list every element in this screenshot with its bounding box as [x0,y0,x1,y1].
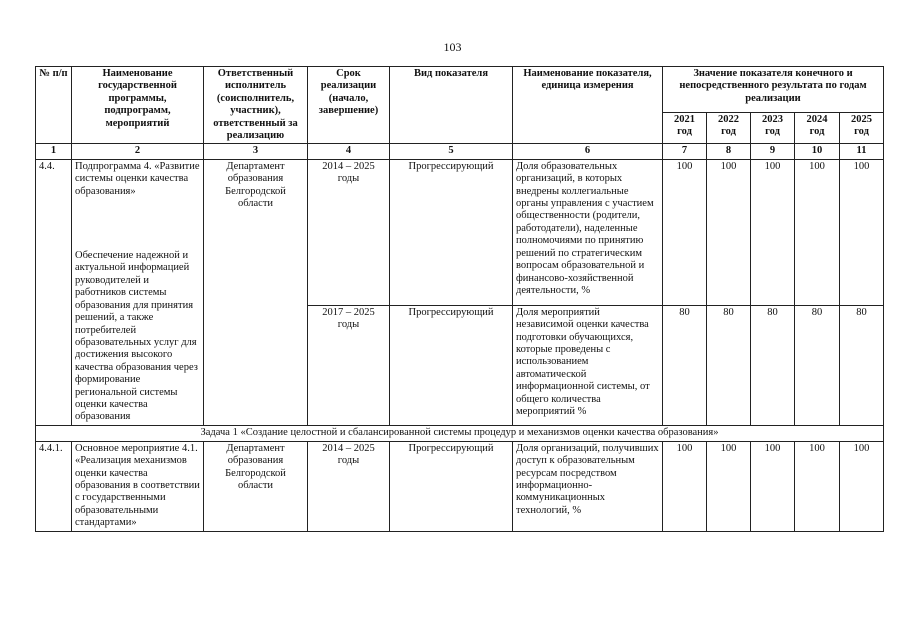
header-values-group: Значение показателя конечного и непосредственного результата по годам реализации [663,67,884,113]
indicator-type: Прогрессирующий [390,305,513,425]
row-number: 4.4.1. [36,441,72,531]
column-number: 9 [751,144,795,159]
page-number: 103 [443,40,462,54]
value-cell: 80 [795,305,840,425]
indicator-name: Доля организаций, получивших доступ к образовательным ресурсам посредством информационно-коммуникационных технологий, % [513,441,663,531]
value-cell: 100 [663,441,707,531]
subprogram-title: Подпрограмма 4. «Развитие системы оценки качества образования» [75,160,200,197]
header-year: 2025 год [840,112,884,144]
value-cell: 80 [840,305,884,425]
header-indicator-type: Вид показателя [390,67,513,144]
value-cell: 100 [707,441,751,531]
column-number: 7 [663,144,707,159]
value-cell: 100 [795,159,840,305]
term: 2014 – 2025 годы [308,441,390,531]
column-number: 10 [795,144,840,159]
term: 2014 – 2025 годы [308,159,390,305]
column-number: 8 [707,144,751,159]
task-title: Задача 1 «Создание целостной и сбалансированной системы процедур и механизмов оценки качества образования» [36,425,884,441]
value-cell: 100 [751,159,795,305]
indicator-name: Доля мероприятий независимой оценки качества подготовки обучающихся, которые проведены с использованием автоматической информационной системы, от общего количества мероприятий % [513,305,663,425]
header-year: 2022 год [707,112,751,144]
row-number: 4.4. [36,159,72,425]
value-cell: 80 [707,305,751,425]
column-number: 2 [72,144,204,159]
value-cell: 100 [840,159,884,305]
column-numbers-row [36,144,884,159]
header-executor: Ответственный исполнитель (соисполнитель, участник), ответственный за реализацию [204,67,308,144]
column-number: 11 [840,144,884,159]
column-number: 3 [204,144,308,159]
subprogram-name [72,159,204,425]
value-cell: 100 [707,159,751,305]
header-term: Срок реализации (начало, завершение) [308,67,390,144]
column-number: 4 [308,144,390,159]
activity-name: Основное мероприятие 4.1. «Реализация механизмов оценки качества образования в соответствии с государственными образовательными стандартами» [72,441,204,531]
task-row [36,425,884,441]
term: 2017 – 2025 годы [308,305,390,425]
column-number: 5 [390,144,513,159]
header-indicator-name: Наименование показателя, единица измерения [513,67,663,144]
column-number: 6 [513,144,663,159]
subprogram-goal: Обеспечение надежной и актуальной информацией руководителей и работников системы образования для принятия решений, а также потребителей образовательных услуг для достижения высокого качества образования через формирование региональной системы оценки качества образования [75,250,198,423]
indicator-type: Прогрессирующий [390,441,513,531]
value-cell: 80 [663,305,707,425]
value-cell: 100 [663,159,707,305]
value-cell: 100 [795,441,840,531]
indicator-name: Доля образовательных организаций, в которых внедрены коллегиальные органы управления с участием общественности (родители, работодатели), наделенные полномочиями по принятию решений по стратегическим вопросам образовательной и финансово-хозяйственной деятельности, % [513,159,663,305]
table-row [36,441,884,531]
value-cell: 100 [840,441,884,531]
header-number: № п/п [36,67,72,144]
value-cell: 80 [751,305,795,425]
column-number: 1 [36,144,72,159]
header-year: 2021 год [663,112,707,144]
header-year: 2023 год [751,112,795,144]
header-year: 2024 год [795,112,840,144]
program-table [35,66,884,532]
executor: Департамент образования Белгородской области [204,159,308,425]
indicator-type: Прогрессирующий [390,159,513,305]
header-row [36,67,884,113]
table-row [36,159,884,305]
value-cell: 100 [751,441,795,531]
header-program-name: Наименование государственной программы, подпрограмм, мероприятий [72,67,204,144]
executor: Департамент образования Белгородской области [204,441,308,531]
